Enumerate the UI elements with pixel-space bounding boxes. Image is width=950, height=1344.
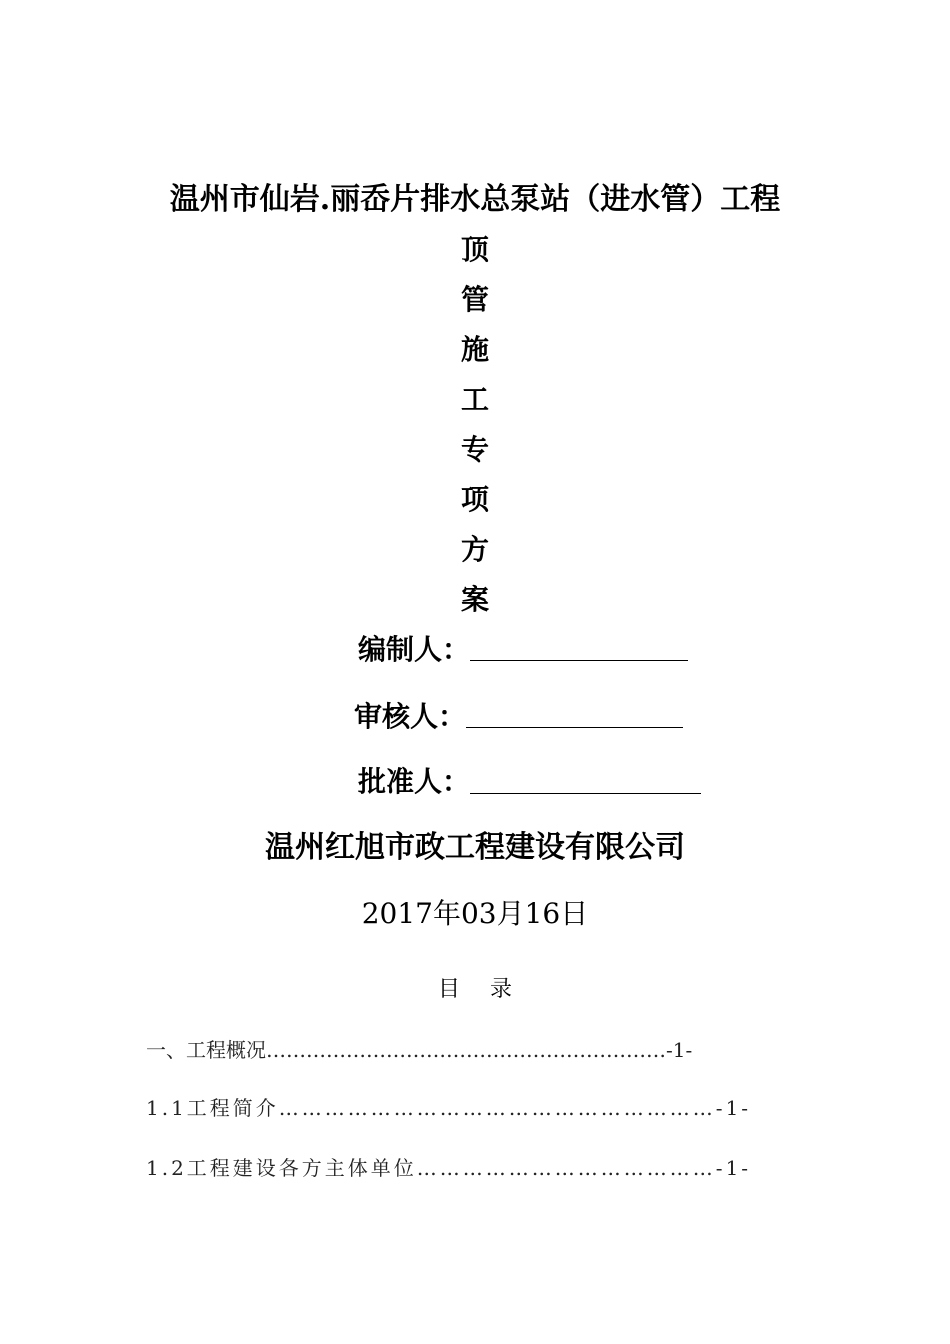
reviewer-label: 审核人：: [354, 700, 467, 733]
toc-item[interactable]: 一、工程概况……………………………………………………-1-: [146, 1038, 693, 1062]
title-char-3: 施: [460, 333, 489, 366]
title-char-6: 项: [460, 483, 489, 516]
title-char-7: 方: [460, 533, 489, 566]
company-name: 温州红旭市政工程建设有限公司: [265, 830, 685, 865]
approver-signature-line: [470, 793, 701, 794]
title-char-8: 案: [460, 583, 489, 616]
reviewer-signature-line: [466, 727, 683, 728]
title-char-1: 顶: [460, 233, 489, 266]
compiler-label: 编制人：: [358, 633, 471, 666]
document-date: 2017年03月16日: [361, 897, 589, 930]
approver-label: 批准人：: [358, 765, 471, 798]
document-title: 温州市仙岩.丽岙片排水总泵站（进水管）工程: [169, 182, 781, 217]
toc-heading: 目录: [437, 977, 542, 1002]
title-char-2: 管: [460, 283, 489, 316]
toc-item[interactable]: 1.2工程建设各方主体单位…………………………………-1-: [146, 1156, 752, 1180]
title-char-5: 专: [460, 433, 489, 466]
toc-item[interactable]: 1.1工程简介…………………………………………………-1-: [146, 1096, 752, 1120]
title-char-4: 工: [460, 383, 489, 416]
compiler-signature-line: [470, 660, 688, 661]
